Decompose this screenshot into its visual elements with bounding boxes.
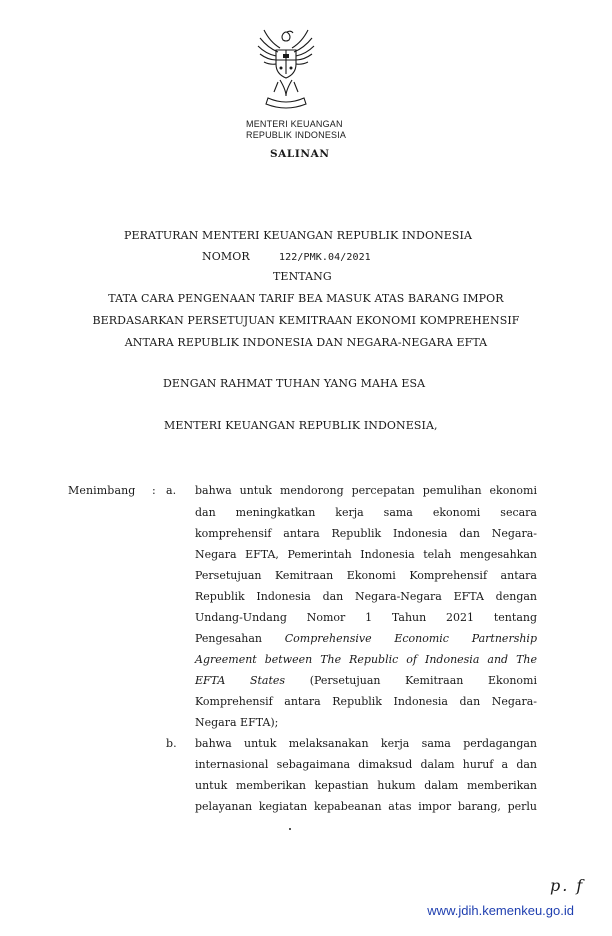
subject-line-2: BERDASARKAN PERSETUJUAN KEMITRAAN EKONOMI KOMPREHENSIF <box>92 314 520 327</box>
item-a-line-1: bahwa untuk mendorong percepatan pemulihan ekonomi <box>195 484 537 497</box>
ministry-line-2: REPUBLIK INDONESIA <box>246 130 347 140</box>
menteri-line: MENTERI KEUANGAN REPUBLIK INDONESIA, <box>164 419 438 432</box>
scan-dot <box>289 828 291 830</box>
item-a-letter: a. <box>166 484 177 497</box>
item-a-line-10 <box>195 674 537 687</box>
item-b-letter: b. <box>166 737 177 750</box>
subject-line-1: TATA CARA PENGENAAN TARIF BEA MASUK ATAS BARANG IMPOR <box>108 292 504 305</box>
item-a-line-6: Republik Indonesia dan Negara-Negara EFTA dengan <box>195 590 537 603</box>
nomor-label: NOMOR <box>202 250 250 263</box>
regulation-title: PERATURAN MENTERI KEUANGAN REPUBLIK INDONESIA <box>124 229 473 242</box>
subject-line-3: ANTARA REPUBLIK INDONESIA DAN NEGARA-NEGARA EFTA <box>124 336 488 349</box>
persetujuan-words: (Persetujuan Kemitraan Ekonomi <box>309 674 537 687</box>
item-a-line-12: Negara EFTA); <box>195 716 279 729</box>
tentang-label: TENTANG <box>273 270 332 283</box>
item-a-line-5: Persetujuan Kemitraan Ekonomi Komprehensif antara <box>195 569 537 582</box>
efta-states-words: EFTA States <box>195 674 286 687</box>
item-a-line-4: Negara EFTA, Pemerintah Indonesia telah mengesahkan <box>195 548 537 561</box>
item-a-line-7: Undang-Undang Nomor 1 Tahun 2021 tentang <box>195 611 537 624</box>
item-a-line-2: dan meningkatkan kerja sama ekonomi secara <box>195 506 537 519</box>
ministry-line-1: MENTERI KEUANGAN <box>246 119 343 129</box>
comprehensive-words: Comprehensive Economic Partnership <box>284 632 537 645</box>
garuda-pancasila-emblem <box>256 28 316 112</box>
jdih-url-link[interactable]: www.jdih.kemenkeu.go.id <box>427 903 574 918</box>
pengesahan-word: Pengesahan <box>195 632 262 645</box>
item-b-line-3: untuk memberikan kepastian hukum dalam memberikan <box>195 779 537 792</box>
menimbang-colon: : <box>152 484 156 497</box>
menimbang-label: Menimbang <box>68 484 136 497</box>
item-b-line-2: internasional sebagaimana dimaksud dalam huruf a dan <box>195 758 537 771</box>
item-b-line-4: pelayanan kegiatan kepabeanan atas impor barang, perlu <box>195 800 537 813</box>
nomor-value: 122/PMK.04/2021 <box>279 252 371 263</box>
salinan-label: SALINAN <box>270 148 330 160</box>
item-a-line-3: komprehensif antara Republik Indonesia dan Negara- <box>195 527 537 540</box>
item-a-line-11: Komprehensif antara Republik Indonesia dan Negara- <box>195 695 537 708</box>
item-a-line-9: Agreement between The Republic of Indonesia and The <box>195 653 537 666</box>
item-a-line-8 <box>195 632 537 645</box>
rahmat-line: DENGAN RAHMAT TUHAN YANG MAHA ESA <box>163 377 426 390</box>
paraf-initials: p. f <box>550 876 585 895</box>
item-b-line-1: bahwa untuk melaksanakan kerja sama perdagangan <box>195 737 537 750</box>
